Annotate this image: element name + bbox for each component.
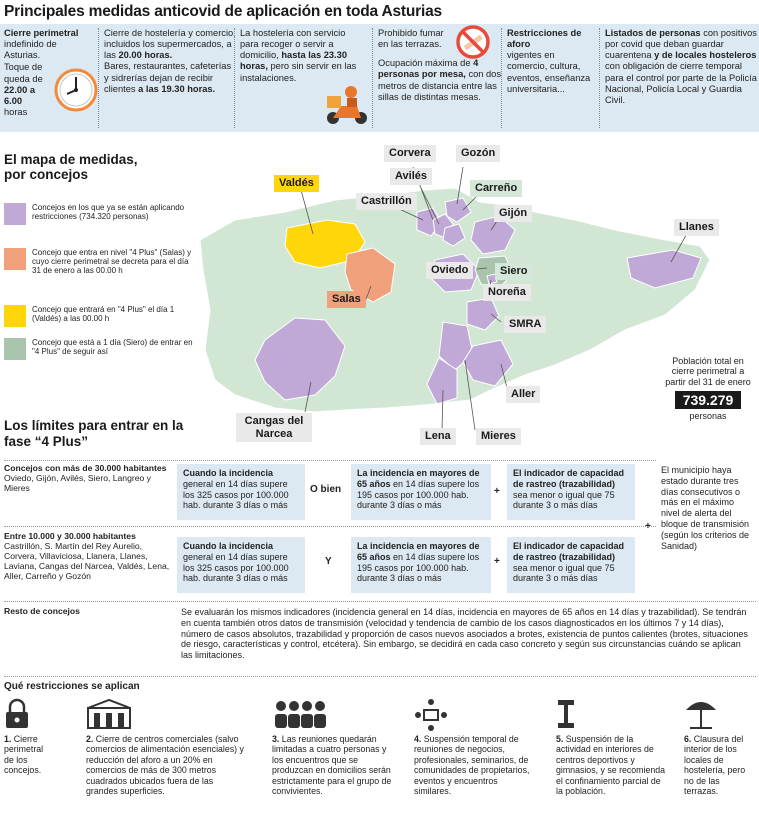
limits-heading: Los límites para entrar en la fase “4 Plus”: [4, 418, 184, 449]
measure-text: vigentes en comercio, cultura, eventos, enseñanza universitaria...: [507, 50, 591, 94]
measure-col-listados: [599, 28, 757, 128]
map-label-valdes: Valdés: [274, 175, 319, 192]
measure-col-terrazas: [372, 28, 502, 128]
measure-text: con positivos por covid que deban guardar cuarentena: [605, 28, 757, 61]
criteria-box-trazabilidad: El indicador de capacidad de rastreo (trazabilidad) sea menor o igual que 75 durante 3 o más días: [507, 537, 635, 593]
connector-plus: +: [494, 486, 500, 497]
terrace-icon: [684, 698, 718, 730]
measure-head: Listados de personas: [605, 28, 701, 38]
restriccion-item-5: 5. Suspensión de la actividad en interiores de centros deportivos y gimnasios, y se recomienda el confinamiento parcial de la población.: [556, 734, 666, 796]
measure-text: horas: [4, 107, 28, 118]
divider: [4, 460, 656, 461]
divider: [4, 601, 756, 602]
measure-text: Prohibido fumar en las terrazas.: [378, 28, 444, 50]
delivery-icon: [323, 80, 371, 126]
map-label-aller: Aller: [506, 386, 540, 403]
legend-item-restricciones: [4, 203, 196, 221]
measure-col-perimetral: [4, 28, 100, 118]
measure-text: Toque de queda de: [4, 62, 43, 84]
legend-text: Concejos en los que ya se están aplicando restricciones (734.320 personas): [32, 203, 185, 222]
meeting-icon: [414, 698, 448, 732]
measure-col-aforo: [501, 28, 593, 128]
measure-text: Ocupación máxima de 4 personas por mesa, con dos metros de distancia entre las sillas de distintas mesas.: [378, 58, 501, 102]
poblacion-unit: personas: [689, 411, 727, 422]
lock-icon: [4, 698, 30, 730]
row-label-10000-30000: Entre 10.000 y 30.000 habitantes Castrillón, S. Martín del Rey Aurelio, Corvera, Villaviciosa, Llanera, Llanes, Laviana, Cangas del Narcea, Valdés, Lena, Aller, Carreño y Gozón: [4, 531, 170, 581]
gym-icon: [556, 698, 576, 730]
connector-o-bien: O bien: [310, 484, 342, 495]
legend-text: Concejo que está a 1 día (Siero) de entrar en "4 Plus" de seguir así: [32, 338, 193, 357]
map-label-lena: Lena: [420, 428, 456, 445]
measure-col-hosteleria: [98, 28, 236, 128]
map-label-carreno: Carreño: [470, 180, 522, 197]
map-label-siero: Siero: [495, 263, 533, 280]
map-label-gijon: Gijón: [494, 205, 532, 222]
measure-text: Bares, restaurantes, cafeterías y sidrerías dejan de recibir clientes: [104, 61, 232, 94]
legend-text: Concejo que entrará en "4 Plus" el día 1 (Valdés) a las 00.00 h: [32, 305, 175, 324]
mall-icon: [86, 698, 132, 730]
asturias-map: [195, 150, 715, 445]
restriccion-item-4: 4. Suspensión temporal de reuniones de negocios, profesionales, seminarios, de comunidades de propietarios, eventos y encuentros similares.: [414, 734, 530, 796]
top-measures-band: [0, 24, 759, 132]
map-label-salas: Salas: [327, 291, 366, 308]
map-label-castrillon: Castrillón: [356, 193, 417, 210]
map-label-cangas: Cangas del Narcea: [236, 413, 312, 442]
poblacion-number: 739.279: [675, 391, 742, 409]
connector-y: Y: [325, 556, 332, 567]
criteria-box-alerta: El municipio haya estado durante tres días consecutivos o más en el máximo nivel de alerta del bloque de transmisión (según los criterios de Sanidad): [658, 464, 757, 598]
legend-swatch: [4, 338, 26, 360]
row-label-resto: Resto de concejos: [4, 606, 80, 616]
measure-text: Cierre de hostelería y comercio, incluidos los supermercados, a las: [104, 28, 236, 61]
restriccion-item-2: 2. Cierre de centros comerciales (salvo comercios de alimentación esenciales) y reducción del aforo a un 20% en comercios de más de 300 metros cuadrados ubicados fuera de las grandes superficies.: [86, 734, 244, 796]
page-title: Principales medidas anticovid de aplicación en toda Asturias: [4, 3, 442, 20]
no-smoking-icon: [455, 24, 491, 60]
map-label-norena: Noreña: [483, 284, 531, 301]
map-heading: El mapa de medidas, por concejos: [4, 152, 138, 182]
criteria-box-trazabilidad: El indicador de capacidad de rastreo (trazabilidad) sea menor o igual que 75 durante 3 o más días: [507, 464, 635, 520]
measure-text: La hostelería con servicio para recoger o servir a domicilio, hasta las 23.30 horas, pero sin servir en las instalaciones.: [240, 28, 357, 83]
restricciones-heading: Qué restricciones se aplican: [4, 681, 140, 692]
resto-text: Se evaluarán los mismos indicadores (incidencia general en 14 días, incidencia en mayores de 65 años en 14 días y trazabilidad). Se tendrán en cuenta también otros datos de transmisión (velocidad y tendencia de cambio de los casos diagnosticados en los últimos 7 y 14 días), número de casos absolutos, trazabilidad y proporción de casos nuevos asociados a brotes, existencia de puntos calientes (brotes, situaciones de riesgo, características y control, etcétera). Sin embargo, se decidirá en cada caso concreto y según sus circunstancias cuándo se aplican las limitaciones.: [181, 607, 748, 661]
measure-head: Cierre perimetral: [4, 28, 79, 38]
criteria-box-incidencia: Cuando la incidencia general en 14 días supere los 325 casos por 100.000 hab. durante 3 días o más: [177, 464, 305, 520]
people-icon: [272, 698, 328, 730]
connector-plus: +: [494, 556, 500, 567]
map-label-mieres: Mieres: [476, 428, 521, 445]
divider: [4, 676, 756, 677]
map-label-llanes: Llanes: [674, 219, 719, 236]
row-label-mas-30000: Concejos con más de 30.000 habitantes Oviedo, Gijón, Avilés, Siero, Langreo y Mieres: [4, 463, 167, 493]
legend-item-salas: [4, 248, 196, 276]
measure-col-domicilio: [234, 28, 374, 128]
criteria-box-mayores-65: La incidencia en mayores de 65 años en 14 días supere los 195 casos por 100.000 hab. durante 3 días o más: [351, 537, 491, 593]
measure-text: indefinido de Asturias.: [4, 39, 57, 61]
restriccion-item-3: 3. Las reuniones quedarán limitadas a cuatro personas y los encuentros que se produzcan en domicilios serán estrictamente para el grupo de convivientes.: [272, 734, 392, 796]
map-label-aviles: Avilés: [390, 168, 432, 185]
measure-hours: a las 19.30 horas.: [138, 83, 216, 94]
map-label-corvera: Corvera: [384, 145, 436, 162]
legend-swatch: [4, 248, 26, 270]
legend-swatch: [4, 203, 26, 225]
map-label-oviedo: Oviedo: [426, 262, 473, 279]
criteria-box-incidencia: Cuando la incidencia general en 14 días supere los 325 casos por 100.000 hab. durante 3 días o más: [177, 537, 305, 593]
measure-head: Restricciones de aforo: [507, 28, 582, 50]
criteria-box-mayores-65: La incidencia en mayores de 65 años en 14 días supere los 195 casos por 100.000 hab. durante 3 días o más: [351, 464, 491, 520]
restriccion-item-1: 1. Cierre perimetral de los concejos.: [4, 734, 44, 776]
divider: [4, 526, 656, 527]
legend-item-valdes: [4, 305, 196, 323]
connector-plus: +: [645, 521, 651, 532]
legend-swatch: [4, 305, 26, 327]
map-label-gozon: Gozón: [456, 145, 500, 162]
legend-text: Concejo que entra en nivel "4 Plus" (Salas) y cuyo cierre perimetral se decreta para el día 31 de enero a las 00.00 h: [32, 248, 192, 276]
poblacion-box: [662, 356, 754, 421]
clock-icon: [54, 68, 98, 112]
restriccion-item-6: 6. Clausura del interior de los locales de hostelería, pero no de las terrazas.: [684, 734, 746, 796]
measure-hours: 22.00 a 6.00: [4, 84, 36, 106]
map-label-smra: SMRA: [504, 316, 546, 333]
legend-item-siero: [4, 338, 196, 356]
measure-text: con obligación de cierre temporal para el control por parte de la Policía Nacional, Policía Local y Guardia Civil.: [605, 61, 757, 105]
measure-hours: 20.00 horas.: [118, 50, 173, 61]
poblacion-text: Población total en cierre perimetral a partir del 31 de enero: [665, 356, 751, 387]
measure-head: y de locales hosteleros: [654, 50, 757, 61]
